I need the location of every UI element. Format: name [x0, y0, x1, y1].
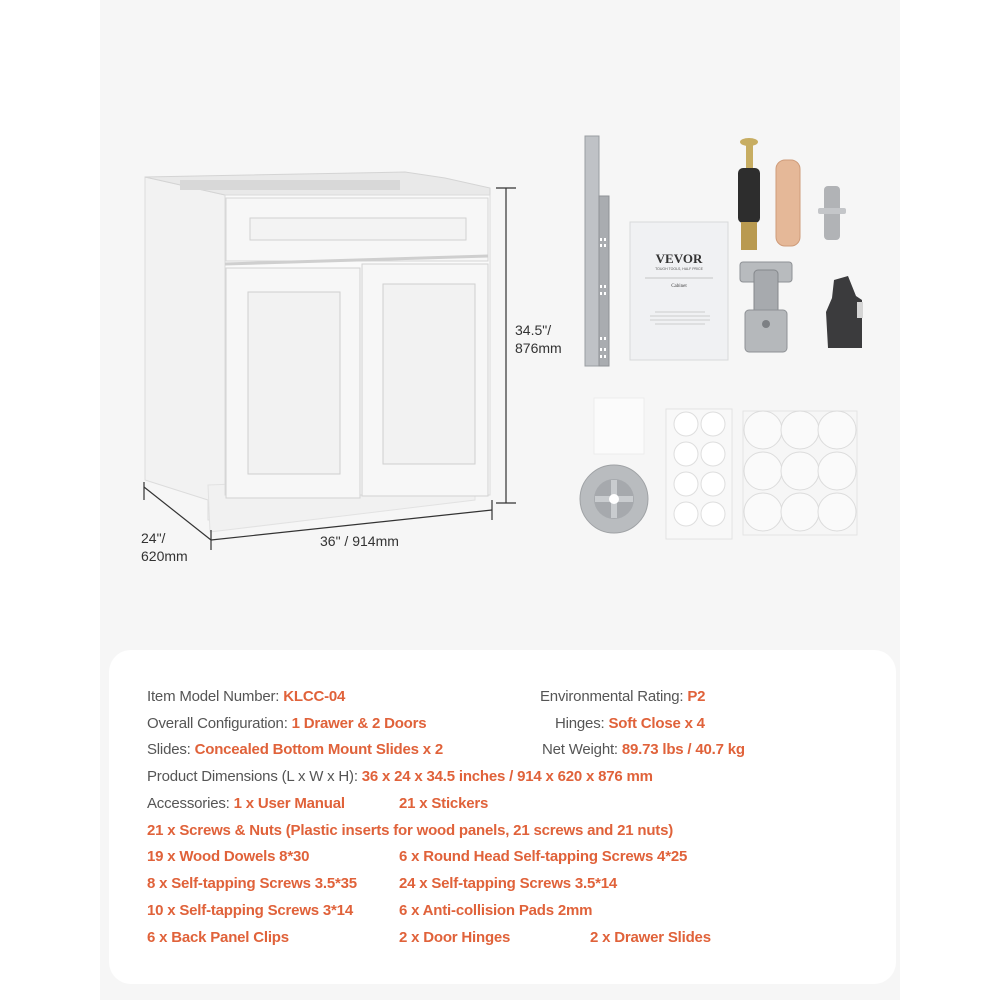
spec-config-label: Overall Configuration: — [147, 715, 292, 732]
accessory-item: 8 x Self-tapping Screws 3.5*35 — [147, 875, 357, 892]
spec-model-label: Item Model Number: — [147, 688, 284, 705]
spec-weight-value: 89.73 lbs / 40.7 kg — [621, 741, 745, 758]
depth-inches: 24"/ — [141, 530, 166, 546]
svg-text:Cabinet: Cabinet — [671, 284, 687, 289]
height-mm: 876mm — [515, 340, 562, 356]
spec-model — [147, 687, 345, 707]
back-panel-clip-icon — [826, 276, 863, 348]
cover-stickers-icon — [743, 411, 857, 535]
anti-collision-pads-icon — [666, 409, 732, 539]
spec-env-rating-value: P2 — [687, 688, 706, 705]
spec-weight — [542, 740, 745, 760]
drawer-slide-icon — [585, 136, 609, 366]
spec-hinges — [555, 714, 705, 734]
door-hinge-icon — [740, 262, 792, 352]
cam-lock-nut-icon — [580, 465, 648, 533]
accessory-item: 21 x Stickers — [399, 795, 489, 812]
spec-accessories — [147, 794, 345, 814]
shelf-pin-icon — [818, 186, 846, 240]
spec-weight-label: Net Weight: — [542, 741, 622, 758]
accessory-item: 19 x Wood Dowels 8*30 — [147, 848, 310, 865]
accessory-item: 21 x Screws & Nuts (Plastic inserts for wood panels, 21 screws and 21 nuts) — [147, 822, 674, 839]
height-inches: 34.5"/ — [515, 322, 552, 338]
spec-config-value: 1 Drawer & 2 Doors — [291, 715, 427, 732]
accessory-item: 1 x User Manual — [233, 795, 345, 812]
sticker-sheet-icon — [594, 398, 644, 454]
spec-env-rating — [540, 687, 705, 707]
spec-env-rating-label: Environmental Rating: — [540, 688, 688, 705]
accessory-item: 6 x Anti-collision Pads 2mm — [399, 902, 593, 919]
wood-dowel-icon — [776, 160, 800, 246]
svg-text:TOUGH TOOLS, HALF PRICE: TOUGH TOOLS, HALF PRICE — [655, 267, 703, 271]
spec-slides — [147, 740, 443, 760]
spec-accessories-label: Accessories: — [147, 795, 234, 812]
accessory-item: 2 x Drawer Slides — [590, 929, 711, 946]
spec-slides-value: Concealed Bottom Mount Slides x 2 — [194, 741, 444, 758]
cam-bolt-icon — [738, 138, 760, 250]
spec-hinges-label: Hinges: — [555, 715, 609, 732]
accessory-item: 6 x Back Panel Clips — [147, 929, 289, 946]
accessory-item: 2 x Door Hinges — [399, 929, 511, 946]
spec-config — [147, 714, 426, 734]
depth-mm: 620mm — [141, 548, 188, 564]
user-manual-icon — [630, 222, 728, 360]
accessory-item: 24 x Self-tapping Screws 3.5*14 — [399, 875, 618, 892]
accessory-item: 10 x Self-tapping Screws 3*14 — [147, 902, 353, 919]
spec-dimensions-label: Product Dimensions (L x W x H): — [147, 768, 362, 785]
accessory-item: 6 x Round Head Self-tapping Screws 4*25 — [399, 848, 688, 865]
spec-model-value: KLCC-04 — [283, 688, 346, 705]
spec-hinges-value: Soft Close x 4 — [608, 715, 705, 732]
width-value: 36" / 914mm — [320, 533, 399, 549]
svg-text:VEVOR: VEVOR — [655, 251, 703, 266]
spec-dimensions — [147, 767, 653, 787]
spec-slides-label: Slides: — [147, 741, 195, 758]
spec-dimensions-value: 36 x 24 x 34.5 inches / 914 x 620 x 876 mm — [361, 768, 653, 785]
